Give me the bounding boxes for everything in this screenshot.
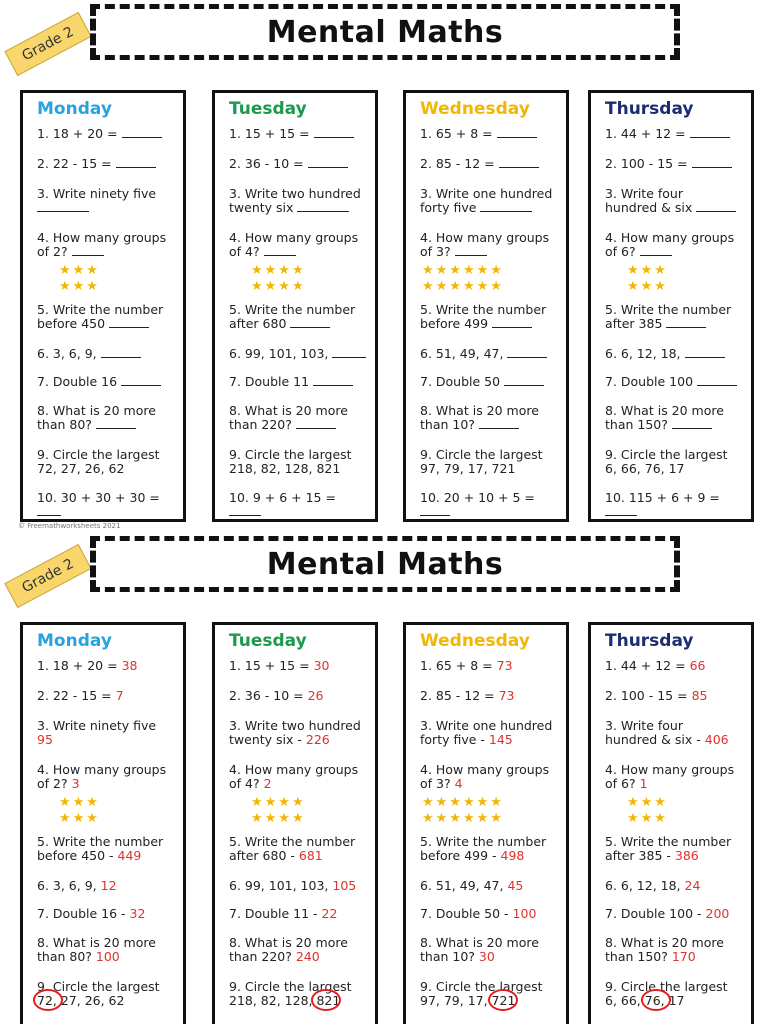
answer: 3 (71, 776, 80, 791)
copyright-note: © Freemathworksheets 2021 (18, 522, 121, 530)
stars-row: ★★★ (627, 263, 668, 278)
question-10: 10. 9 + 6 + 15 = (229, 491, 371, 519)
answer: 4 (454, 776, 463, 791)
day-heading: Tuesday (229, 99, 307, 119)
question-1: 1. 65 + 8 = 73 (420, 658, 513, 673)
question-9: 9. Circle the largest 6, 66, 76, 17 (605, 979, 728, 1008)
answer: 1 (639, 776, 648, 791)
answer: 73 (496, 658, 513, 673)
answer: 73 (498, 688, 515, 703)
question-1: 1. 15 + 15 = (229, 127, 371, 141)
page-title: Mental Maths (266, 14, 504, 50)
question-3: 3. Write one hundred forty five - 145 (420, 718, 553, 747)
question-9: 9. Circle the largest 97, 79, 17, 721 (420, 979, 543, 1008)
stars-row: ★★★ (627, 811, 668, 826)
stars-row: ★★★ (627, 279, 668, 294)
question-4: 4. How many groups of 3? (420, 230, 550, 259)
question-6: 6. 3, 6, 9, 12 (37, 878, 117, 893)
answer-circle (488, 989, 518, 1011)
question-1: 1. 44 + 12 = 66 (605, 658, 706, 673)
question-5: 5. Write the number before 499 - 498 (420, 834, 547, 863)
question-1: 1. 44 + 12 = (605, 127, 747, 141)
question-7: 7. Double 11 (229, 375, 371, 389)
day-column-wednesday (403, 90, 569, 522)
question-2: 2. 85 - 12 = 73 (420, 688, 515, 703)
question-1: 1. 18 + 20 = (37, 127, 179, 141)
question-9: 9. Circle the largest 218, 82, 128, 821 (229, 979, 352, 1008)
stars-row: ★★★★★★ (422, 279, 504, 294)
question-2: 2. 22 - 15 = 7 (37, 688, 124, 703)
question-2: 2. 100 - 15 = 85 (605, 688, 708, 703)
question-5: 5. Write the number before 450 - 449 (37, 834, 164, 863)
stars-row: ★★★★★★ (422, 811, 504, 826)
question-4: 4. How many groups of 2? 3 (37, 762, 167, 791)
question-5: 5. Write the number after 385 - 386 (605, 834, 732, 863)
answer: 498 (500, 848, 525, 863)
stars-row: ★★★ (627, 795, 668, 810)
stars-row: ★★★ (59, 795, 100, 810)
question-8: 8. What is 20 more than 10? (420, 403, 539, 432)
answer: 38 (121, 658, 138, 673)
question-4: 4. How many groups of 4? (229, 230, 359, 259)
question-5: 5. Write the number after 385 (605, 302, 732, 331)
question-5: 5. Write the number before 450 (37, 302, 164, 331)
question-6: 6. 99, 101, 103, 105 (229, 878, 357, 893)
question-5: 5. Write the number before 499 (420, 302, 547, 331)
day-heading: Tuesday (229, 631, 307, 651)
question-6: 6. 3, 6, 9, (37, 347, 179, 361)
question-6: 6. 51, 49, 47, (420, 347, 562, 361)
question-3: 3. Write four hundred & six (605, 187, 747, 215)
question-2: 2. 36 - 10 = 26 (229, 688, 324, 703)
question-7: 7. Double 50 - 100 (420, 906, 537, 921)
question-9: 9. Circle the largest 72, 27, 26, 62 (37, 979, 160, 1008)
answer: 681 (298, 848, 323, 863)
stars-row: ★★★ (59, 263, 100, 278)
question-2: 2. 85 - 12 = (420, 157, 562, 171)
stars-row: ★★★★★★ (422, 263, 504, 278)
answer: 26 (307, 688, 324, 703)
answer: 95 (37, 732, 53, 747)
day-heading: Wednesday (420, 99, 530, 119)
answer: 30 (478, 949, 495, 964)
day-heading: Monday (37, 631, 112, 651)
question-7: 7. Double 100 - 200 (605, 906, 730, 921)
stars-row: ★★★★ (251, 811, 306, 826)
question-3: 3. Write two hundred twenty six (229, 186, 361, 215)
answer: 105 (332, 878, 357, 893)
answer-circle (33, 989, 63, 1011)
answer: 240 (295, 949, 320, 964)
stars-row: ★★★ (59, 279, 100, 294)
answer: 85 (691, 688, 708, 703)
page-title: Mental Maths (266, 546, 504, 582)
question-10: 10. 115 + 6 + 9 = (605, 491, 747, 519)
title-box (90, 4, 680, 60)
question-8: 8. What is 20 more than 220? (229, 403, 348, 432)
question-7: 7. Double 50 (420, 375, 562, 389)
day-column-monday (20, 90, 186, 522)
stars-row: ★★★★ (251, 279, 306, 294)
question-3: 3. Write ninety five (37, 187, 179, 215)
day-column-thursday (588, 622, 754, 1024)
day-heading: Thursday (605, 99, 694, 119)
question-6: 6. 6, 12, 18, (605, 347, 747, 361)
title-box (90, 536, 680, 592)
question-1: 1. 65 + 8 = (420, 127, 562, 141)
grade-tag: Grade 2 (4, 544, 91, 608)
question-4: 4. How many groups of 4? 2 (229, 762, 359, 791)
question-4: 4. How many groups of 2? (37, 230, 167, 259)
question-4: 4. How many groups of 6? (605, 230, 735, 259)
answer-circle (641, 989, 671, 1011)
answer: 449 (117, 848, 142, 863)
question-7: 7. Double 11 - 22 (229, 906, 338, 921)
question-4: 4. How many groups of 3? 4 (420, 762, 550, 791)
answer: 200 (705, 906, 730, 921)
answer: 226 (305, 732, 330, 747)
question-7: 7. Double 16 - 32 (37, 906, 146, 921)
question-7: 7. Double 100 (605, 375, 747, 389)
stars-row: ★★★★ (251, 795, 306, 810)
answer: 22 (321, 906, 338, 921)
day-column-wednesday (403, 622, 569, 1024)
answer: 406 (704, 732, 729, 747)
question-9: 9. Circle the largest 6, 66, 76, 17 (605, 447, 728, 476)
grade-tag: Grade 2 (4, 12, 91, 76)
question-8: 8. What is 20 more than 150? (605, 403, 724, 432)
answer: 386 (674, 848, 699, 863)
day-column-thursday (588, 90, 754, 522)
answer: 32 (129, 906, 146, 921)
day-heading: Monday (37, 99, 112, 119)
answer: 30 (313, 658, 330, 673)
question-1: 1. 18 + 20 = 38 (37, 658, 138, 673)
answer: 7 (115, 688, 124, 703)
question-2: 2. 22 - 15 = (37, 157, 179, 171)
answer: 24 (684, 878, 701, 893)
question-9: 9. Circle the largest 72, 27, 26, 62 (37, 447, 160, 476)
answer-sheet (0, 532, 768, 1024)
question-6: 6. 51, 49, 47, 45 (420, 878, 524, 893)
answer: 100 (512, 906, 537, 921)
question-6: 6. 6, 12, 18, 24 (605, 878, 701, 893)
question-9: 9. Circle the largest 97, 79, 17, 721 (420, 447, 543, 476)
question-8: 8. What is 20 more than 80? (37, 403, 156, 432)
answer: 145 (488, 732, 513, 747)
question-2: 2. 100 - 15 = (605, 157, 747, 171)
question-10: 10. 20 + 10 + 5 = (420, 491, 562, 519)
day-column-tuesday (212, 90, 378, 522)
answer-circle (311, 989, 341, 1011)
question-5: 5. Write the number after 680 (229, 302, 356, 331)
answer: 2 (263, 776, 272, 791)
question-8: 8. What is 20 more than 10? 30 (420, 935, 539, 964)
question-10: 10. 30 + 30 + 30 = (37, 491, 179, 519)
question-3: 3. Write one hundred forty five (420, 186, 553, 215)
question-9: 9. Circle the largest 218, 82, 128, 821 (229, 447, 352, 476)
answer: 66 (689, 658, 706, 673)
question-1: 1. 15 + 15 = 30 (229, 658, 330, 673)
day-column-monday (20, 622, 186, 1024)
stars-row: ★★★ (59, 811, 100, 826)
stars-row: ★★★★★★ (422, 795, 504, 810)
question-7: 7. Double 16 (37, 375, 179, 389)
question-3: 3. Write four hundred & six - 406 (605, 718, 729, 747)
question-3: 3. Write ninety five 95 (37, 718, 157, 747)
question-5: 5. Write the number after 680 - 681 (229, 834, 356, 863)
question-3: 3. Write two hundred twenty six - 226 (229, 718, 361, 747)
answer: 12 (100, 878, 117, 893)
answer: 45 (507, 878, 524, 893)
question-4: 4. How many groups of 6? 1 (605, 762, 735, 791)
question-2: 2. 36 - 10 = (229, 157, 371, 171)
answer: 170 (671, 949, 696, 964)
stars-row: ★★★★ (251, 263, 306, 278)
day-heading: Thursday (605, 631, 694, 651)
question-8: 8. What is 20 more than 80? 100 (37, 935, 156, 964)
question-8: 8. What is 20 more than 150? 170 (605, 935, 724, 964)
question-8: 8. What is 20 more than 220? 240 (229, 935, 348, 964)
day-heading: Wednesday (420, 631, 530, 651)
question-6: 6. 99, 101, 103, (229, 347, 371, 361)
day-column-tuesday (212, 622, 378, 1024)
answer: 100 (95, 949, 120, 964)
